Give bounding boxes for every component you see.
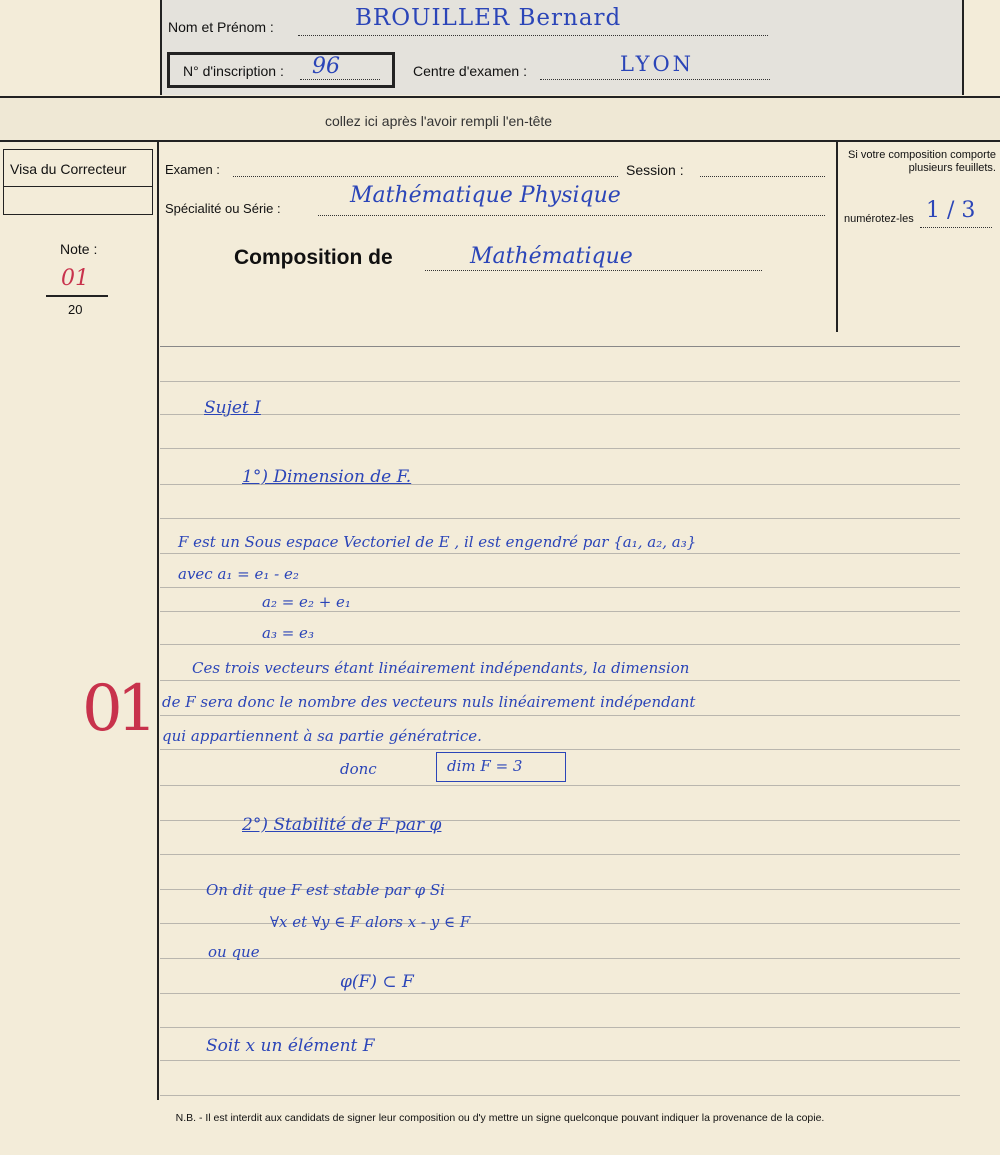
ruled-line [160, 785, 960, 786]
session-label: Session : [626, 162, 684, 178]
session-dotline [700, 176, 825, 177]
boxed-result: dim F = 3 [436, 752, 566, 782]
ruled-line [160, 1095, 960, 1096]
composition-label: Composition de [234, 246, 393, 269]
visa-label: Visa du Correcteur [10, 161, 127, 177]
margin-grade: 01 [82, 672, 152, 746]
answer-line: de F sera donc le nombre des vecteurs nuls linéairement indépendant [162, 693, 696, 711]
centre-dotline [540, 79, 770, 80]
glue-bottom-rule [0, 140, 1000, 142]
page-value: 1 / 3 [926, 198, 976, 223]
answer-line: ou que [208, 943, 260, 961]
ruled-line [160, 518, 960, 519]
examen-label: Examen : [165, 162, 220, 177]
note-denominator: 20 [68, 302, 83, 317]
ruled-line [160, 958, 960, 959]
answer-line: F est un Sous espace Vectoriel de E , il est engendré par {a₁, a₂, a₃} [178, 533, 697, 551]
visa-box [3, 149, 153, 215]
ruled-line [160, 993, 960, 994]
ruled-line [160, 749, 960, 750]
ruled-line [160, 381, 960, 382]
ruled-line [160, 414, 960, 415]
ruled-line [160, 611, 960, 612]
numerotez-label: numérotez-les [844, 213, 914, 225]
ruled-line [160, 715, 960, 716]
specialite-label: Spécialité ou Série : [165, 201, 281, 216]
note-label: Note : [60, 241, 98, 257]
note-fraction-bar [46, 295, 108, 297]
numerotez-dotline [920, 227, 992, 228]
main-left-border [157, 140, 159, 1100]
specialite-value: Mathématique Physique [350, 183, 621, 208]
inscription-value: 96 [312, 54, 340, 79]
answer-line: ∀x et ∀y ∈ F alors x - y ∈ F [270, 913, 471, 931]
answer-line: avec a₁ = e₁ - e₂ [178, 565, 299, 583]
centre-label: Centre d'examen : [413, 63, 527, 79]
answer-top-rule [160, 346, 960, 347]
composition-value: Mathématique [470, 244, 633, 269]
name-label: Nom et Prénom : [168, 19, 274, 35]
nb-footer: N.B. - Il est interdit aux candidats de signer leur composition ou d'y mettre un signe quelconque pouvant indiquer la provenance de la copie. [175, 1112, 825, 1124]
note-value: 01 [61, 266, 89, 291]
inscription-dotline [300, 79, 380, 80]
specialite-dotline [318, 215, 825, 216]
ruled-line [160, 644, 960, 645]
answer-line: a₃ = e₃ [262, 624, 314, 642]
answer-line: qui appartiennent à sa partie génératrice. [162, 727, 482, 745]
ruled-line [160, 587, 960, 588]
composition-dotline [425, 270, 762, 271]
centre-value: LYON [620, 52, 695, 76]
answer-line: Sujet I [204, 398, 261, 418]
answer-line: 2°) Stabilité de F par φ [242, 815, 442, 835]
glue-label: collez ici après l'avoir rempli l'en-tête [325, 113, 553, 129]
examen-dotline [233, 176, 618, 177]
name-dotline [298, 35, 768, 36]
answer-line: donc [340, 760, 377, 778]
numerotation-left-border [836, 140, 838, 332]
answer-line: a₂ = e₂ + e₁ [262, 593, 351, 611]
ruled-line [160, 448, 960, 449]
answer-line: On dit que F est stable par φ Si [206, 881, 445, 899]
answer-line: φ(F) ⊂ F [340, 972, 414, 992]
answer-line: Soit x un élément F [206, 1036, 375, 1056]
ruled-line [160, 1027, 960, 1028]
ruled-line [160, 680, 960, 681]
ruled-line [160, 854, 960, 855]
ruled-line [160, 553, 960, 554]
pages-note: Si votre composition comporte plusieurs feuillets. [848, 149, 996, 174]
ruled-line [160, 1060, 960, 1061]
answer-line: 1°) Dimension de F. [242, 467, 412, 487]
visa-divider [3, 186, 153, 187]
inscription-label: N° d'inscription : [183, 63, 284, 79]
answer-line: Ces trois vecteurs étant linéairement indépendants, la dimension [192, 659, 690, 677]
name-value: BROUILLER Bernard [355, 5, 622, 31]
